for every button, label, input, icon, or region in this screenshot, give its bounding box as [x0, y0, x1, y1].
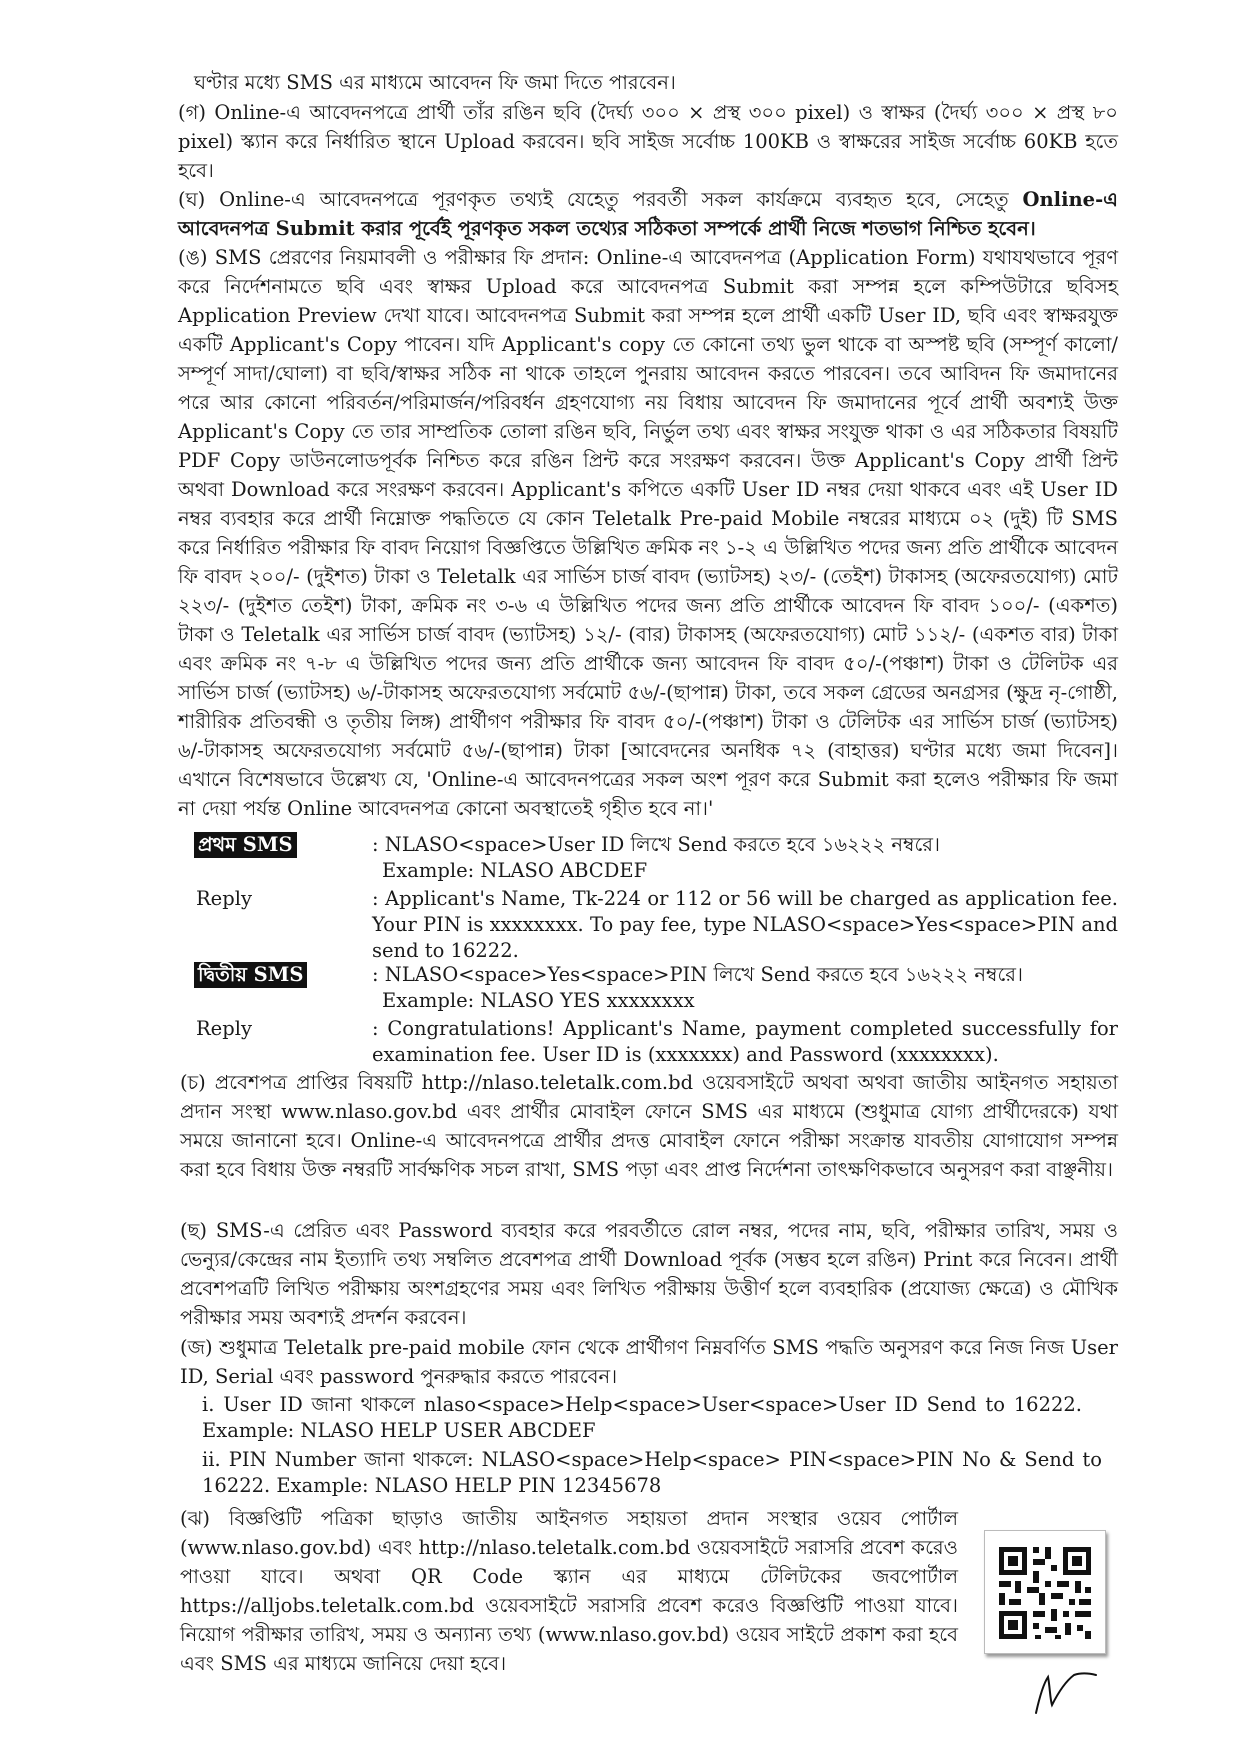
item-marker: (জ) [180, 1336, 213, 1359]
sms-first-text: : NLASO<space>User ID লিখে Send করতে হবে ১৬২২২ নম্বরে। [372, 833, 940, 856]
sms-first-example: Example: NLASO ABCDEF [382, 859, 648, 882]
signature-icon [1030, 1665, 1100, 1717]
item-ja-sub-ii: ii. PIN Number জানা থাকলে: NLASO<space>Help<space> PIN<space>PIN No & Send to 16222. Example: NLASO HELP PIN 12345678 [202, 1448, 1102, 1497]
item-text: Online-এ আবেদনপত্রে পূরণকৃত তথ্যই যেহেতু পরবর্তী সকল কার্যক্রমে ব্যবহৃত হবে, সেহেতু [219, 188, 1009, 211]
item-gha [178, 185, 1118, 243]
item-marker: (ঙ) [178, 246, 208, 269]
item-text: SMS-এ প্রেরিত এবং Password ব্যবহার করে পরবর্তীতে রোল নম্বর, পদের নাম, ছবি, পরীক্ষার তারিখ, সময় ও ভেন্যুর/কেন্দ্রের নাম ইত্যাদি তথ্য সম্বলিত প্রবেশপত্র প্রার্থী Download পূর্বক (সম্ভব হলে রঙিন) Print করে নিবেন। প্রার্থী প্রবেশপত্রটি লিখিত পরীক্ষায় অংশগ্রহণের সময় এবং লিখিত পরীক্ষায় উত্তীর্ণ হলে ব্যবহারিক (প্রযোজ্য ক্ষেত্রে) ও মৌখিক পরীক্ষার সময় অবশ্যই প্রদর্শন করবেন। [180, 1219, 1119, 1329]
sms-second-example: Example: NLASO YES xxxxxxxx [382, 989, 695, 1012]
item-ga [178, 98, 1118, 185]
paragraph-continuation: ঘণ্টার মধ্যে SMS এর মাধ্যমে আবেদন ফি জমা দিতে পারবেন। [194, 71, 676, 94]
sms-reply2-text: : Congratulations! Applicant's Name, payment completed successfully for examination fee. User ID is (xxxxxxx) and Password (xxxxxxxx). [372, 1017, 1118, 1066]
item-text: Online-এ আবেদনপত্রে প্রার্থী তাঁর রঙিন ছবি (দৈর্ঘ্য ৩০০ × প্রস্থ ৩০০ pixel) ও স্বাক্ষর (দৈর্ঘ্য ৩০০ × প্রস্থ ৮০ pixel) স্ক্যান করে নির্ধারিত স্থানে Upload করবেন। ছবি সাইজ সর্বোচ্চ 100KB ও স্বাক্ষরের সাইজ সর্বোচ্চ 60KB হতে হবে। [178, 101, 1118, 182]
item-text: বিজ্ঞপ্তিটি পত্রিকা ছাড়াও জাতীয় আইনগত সহায়তা প্রদান সংস্থার ওয়েব পোর্টাল (www.nlaso.gov.bd) এবং http://nlaso.teletalk.com.bd ওয়েবসাইটে সরাসরি প্রবেশ করেও পাওয়া যাবে। অথবা QR Code স্ক্যান এর মাধ্যমে টেলিটকের জবপোর্টাল https://alljobs.teletalk.com.bd ওয়েবসাইটে সরাসরি প্রবেশ করেও বিজ্ঞপ্তিটি পাওয়া যাবে। নিয়োগ পরীক্ষার তারিখ, সময় ও অন্যান্য তথ্য (www.nlaso.gov.bd) ওয়েব সাইটে প্রকাশ করা হবে এবং SMS এর মাধ্যমে জানিয়ে দেয়া হবে। [180, 1507, 958, 1675]
item-text: SMS প্রেরণের নিয়মাবলী ও পরীক্ষার ফি প্রদান: Online-এ আবেদনপত্র (Application Form) যথাযথভাবে পূরণ করে নির্দেশনামতে ছবি এবং স্বাক্ষর Upload করে আবেদনপত্র Submit করা সম্পন্ন হলে কম্পিউটারে ছবিসহ Application Preview দেখা যাবে। আবেদনপত্র Submit করা সম্পন্ন হলে প্রার্থী একটি User ID, ছবি এবং স্বাক্ষরযুক্ত একটি Applicant's Copy পাবেন। যদি Applicant's copy তে কোনো তথ্য ভুল থাকে বা অস্পষ্ট ছবি (সম্পূর্ণ কালো/সম্পূর্ণ সাদা/ঘোলা) বা ছবি/স্বাক্ষর সঠিক না থাকে তাহলে পুনরায় আবেদন করতে পারবেন। তবে আবিদন ফি জমাদানের পরে আর কোনো পরিবর্তন/পরিমার্জন/পরিবর্ধন গ্রহণযোগ্য নয় বিধায় আবেদন ফি জমাদানের পূর্বে প্রার্থী অবশ্যই উক্ত Applicant's Copy তে তার সাম্প্রতিক তোলা রঙিন ছবি, নির্ভুল তথ্য এবং স্বাক্ষর সংযুক্ত থাকা ও এর সঠিকতার বিষয়টি PDF Copy ডাউনলোডপূর্বক নিশ্চিত করে রঙিন প্রিন্ট করে সংরক্ষণ করবেন। উক্ত Applicant's Copy প্রার্থী প্রিন্ট অথবা Download করে সংরক্ষণ করবেন। Applicant's কপিতে একটি User ID নম্বর দেয়া থাকবে এবং এই User ID নম্বর ব্যবহার করে প্রার্থী নিম্নোক্ত পদ্ধতিতে যে কোন Teletalk Pre-paid Mobile নম্বরের মাধ্যমে ০২ (দুই) টি SMS করে নির্ধারিত পরীক্ষার ফি বাবদ নিয়োগ বিজ্ঞপ্তিতে উল্লিখিত ক্রমিক নং ১-২ এ উল্লিখিত পদের জন্য প্রতি প্রার্থীকে আবেদন ফি বাবদ ২০০/- (দুইশত) টাকা ও Teletalk এর সার্ভিস চার্জ বাবদ (ভ্যাটসহ) ২৩/- (তেইশ) টাকাসহ (অফেরতযোগ্য) মোট ২২৩/- (দুইশত তেইশ) টাকা, ক্রমিক নং ৩-৬ এ উল্লিখিত পদের জন্য প্রতি প্রার্থীকে আবেদন ফি বাবদ ১০০/- (একশত) টাকা ও Teletalk এর সার্ভিস চার্জ বাবদ (ভ্যাটসহ) ১২/- (বার) টাকাসহ (অফেরতযোগ্য) মোট ১১২/- (একশত বার) টাকা এবং ক্রমিক নং ৭-৮ এ উল্লিখিত পদের জন্য প্রতি প্রার্থীকে জন্য আবেদন ফি বাবদ ৫০/-(পঞ্চাশ) টাকা ও টেলিটক এর সার্ভিস চার্জ (ভ্যাটসহ) ৬/-টাকাসহ অফেরতযোগ্য সর্বমোট ৫৬/-(ছাপান্ন) টাকা, তবে সকল গ্রেডের অনগ্রসর (ক্ষুদ্র নৃ-গোষ্ঠী, শারীরিক প্রতিবন্ধী ও তৃতীয় লিঙ্গ) প্রার্থীগণ পরীক্ষার ফি বাবদ ৫০/-(পঞ্চাশ) টাকা ও টেলিটক এর সার্ভিস চার্জ (ভ্যাটসহ) ৬/-টাকাসহ অফেরতযোগ্য সর্বমোট ৫৬/-(ছাপান্ন) টাকা [আবেদনের অনধিক ৭২ (বাহাত্তর) ঘণ্টার মধ্যে জমা দিবেন]। এখানে বিশেষভাবে উল্লেখ্য যে, 'Online-এ আবেদনপত্রের সকল অংশ পূরণ করে Submit করা হলেও পরীক্ষার ফি জমা না দেয়া পর্যন্ত Online আবেদনপত্র কোনো অবস্থাতেই গৃহীত হবে না।' [178, 246, 1118, 820]
sms-reply2-label: Reply [196, 1017, 252, 1040]
item-marker: (ঘ) [178, 188, 206, 211]
sms-second-label: দ্বিতীয় SMS [194, 962, 307, 988]
sms-reply1-text: : Applicant's Name, Tk-224 or 112 or 56 will be charged as application fee. Your PIN is xxxxxxxx. To pay fee, type NLASO<space>Yes<space>PIN and send to 16222. [372, 887, 1118, 962]
item-ja-text [180, 1333, 1118, 1391]
item-text: প্রবেশপত্র প্রাপ্তির বিষয়টি http://nlaso.teletalk.com.bd ওয়েবসাইটে অথবা অথবা জাতীয় আইনগত সহায়তা প্রদান সংস্থা www.nlaso.gov.bd এবং প্রার্থীর মোবাইল ফোনে SMS এর মাধ্যমে (শুধুমাত্র যোগ্য প্রার্থীদেরকে) যথা সময়ে জানানো হবে। Online-এ আবেদনপত্রে প্রার্থীর প্রদত্ত মোবাইল ফোনে পরীক্ষা সংক্রান্ত যাবতীয় যোগাযোগ সম্পন্ন করা হবে বিধায় উক্ত নম্বরটি সার্বক্ষণিক সচল রাখা, SMS পড়া এবং প্রাপ্ত নির্দেশনা তাৎক্ষণিকভাবে অনুসরণ করা বাঞ্ছনীয়। [180, 1071, 1119, 1181]
item-marker: (ছ) [180, 1219, 208, 1242]
item-marker: (ঝ) [180, 1507, 210, 1530]
item-chha [180, 1216, 1118, 1332]
qr-code[interactable] [984, 1530, 1106, 1654]
sms-reply1-label: Reply [196, 887, 252, 910]
item-jha [180, 1504, 958, 1678]
item-text: শুধুমাত্র Teletalk pre-paid mobile ফোন থেকে প্রার্থীগণ নিম্নবর্ণিত SMS পদ্ধতি অনুসরণ করে নিজ নিজ User ID, Serial এবং password পুনরুদ্ধার করতে পারবেন। [180, 1336, 1118, 1388]
sms-second-text: : NLASO<space>Yes<space>PIN লিখে Send করতে হবে ১৬২২২ নম্বরে। [372, 963, 1024, 986]
item-marker: (গ) [178, 101, 206, 124]
item-cha [180, 1068, 1118, 1184]
sms-first-label: প্রথম SMS [194, 832, 297, 858]
qr-code-icon [985, 1531, 1105, 1653]
item-text-bold: Online-এ আবেদনপত্র Submit করার পূর্বেই পূরণকৃত সকল তথ্যের সঠিকতা সম্পর্কে প্রার্থী নিজে শতভাগ নিশ্চিত হবেন। [178, 188, 1118, 240]
item-uma [178, 243, 1118, 823]
item-marker: (চ) [180, 1071, 206, 1094]
item-ja-sub-i: i. User ID জানা থাকলে nlaso<space>Help<space>User<space>User ID Send to 16222. Example: NLASO HELP USER ABCDEF [202, 1393, 1082, 1442]
